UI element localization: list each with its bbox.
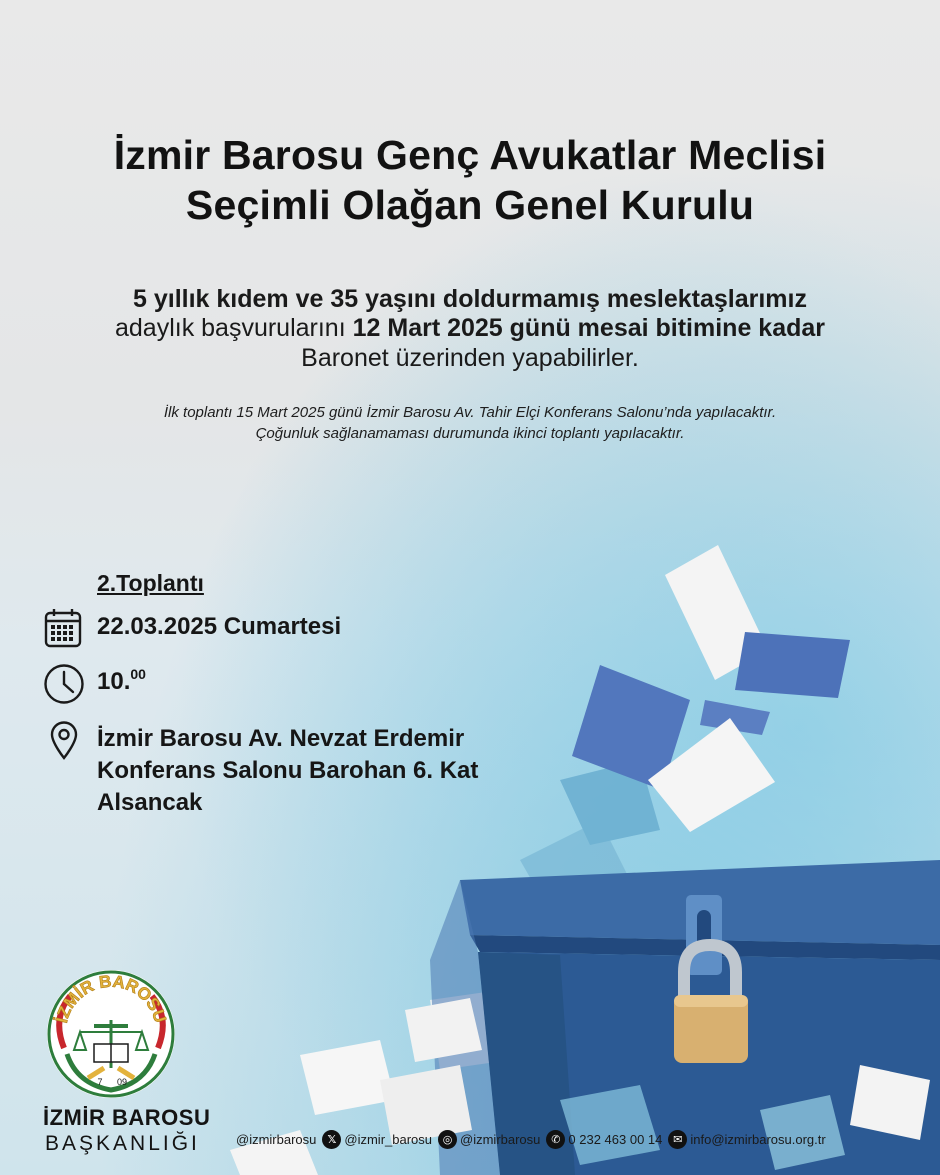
lead-line-1: 5 yıllık kıdem ve 35 yaşını doldurmamış meslektaşlarımız bbox=[133, 285, 807, 313]
lead-line-2 bbox=[0, 312, 940, 345]
footer-contacts bbox=[236, 1128, 826, 1150]
meeting-time bbox=[97, 668, 146, 696]
footer-x[interactable]: 𝕏 @izmir_barosu bbox=[322, 1130, 432, 1149]
meeting-time-minute: 00 bbox=[130, 666, 146, 682]
footer-web[interactable]: @izmirbarosu bbox=[236, 1131, 317, 1147]
lead-line-3: Baronet üzerinden yapabilirler. bbox=[301, 344, 639, 372]
logo-year-right: 09 bbox=[116, 1077, 128, 1087]
footer-email[interactable]: ✉ info@izmirbarosu.org.tr bbox=[668, 1130, 825, 1149]
email-icon: ✉ bbox=[668, 1130, 687, 1149]
headline-line-1: İzmir Barosu Genç Avukatlar Meclisi bbox=[113, 132, 827, 178]
meeting-heading: 2.Toplantı bbox=[97, 570, 204, 596]
place-line-2: Konferans Salonu Barohan 6. Kat bbox=[97, 757, 479, 784]
meeting-time-hour: 10. bbox=[97, 668, 131, 695]
lead-deadline: 12 Mart 2025 günü mesai bitimine kadar bbox=[352, 314, 826, 342]
logo-subtitle: BAŞKANLIĞI bbox=[45, 1132, 200, 1155]
footer-instagram[interactable]: ◎ @izmirbarosu bbox=[438, 1130, 540, 1149]
logo-ring-text: İZMİR BAROSU bbox=[52, 971, 170, 1026]
place-line-3: Alsancak bbox=[97, 789, 203, 816]
place-line-1: İzmir Barosu Av. Nevzat Erdemir bbox=[97, 725, 465, 752]
phone-icon: ✆ bbox=[546, 1130, 565, 1149]
meeting-place bbox=[97, 723, 617, 819]
ballot-blue-1 bbox=[735, 632, 850, 698]
footer-phone[interactable]: ✆ 0 232 463 00 14 bbox=[546, 1130, 662, 1149]
logo-year-left: 7 bbox=[97, 1077, 103, 1087]
x-icon: 𝕏 bbox=[322, 1130, 341, 1149]
headline-line-2: Seçimli Olağan Genel Kurulu bbox=[185, 182, 755, 228]
calendar-icon bbox=[44, 608, 82, 648]
location-pin-icon bbox=[49, 720, 79, 760]
clock-icon bbox=[43, 663, 85, 705]
note-line-1: İlk toplantı 15 Mart 2025 günü İzmir Barosu Av. Tahir Elçi Konferans Salonu’nda yapılacaktır. bbox=[163, 404, 777, 421]
meeting-date: 22.03.2025 Cumartesi bbox=[97, 613, 342, 640]
note-line-2: Çoğunluk sağlanamaması durumunda ikinci toplantı yapılacaktır. bbox=[255, 425, 685, 442]
instagram-icon: ◎ bbox=[438, 1130, 457, 1149]
logo-name: İZMİR BAROSU bbox=[43, 1105, 211, 1130]
izmir-barosu-logo bbox=[42, 968, 180, 1100]
lead-line-2-plain: adaylık başvurularını bbox=[114, 314, 353, 342]
